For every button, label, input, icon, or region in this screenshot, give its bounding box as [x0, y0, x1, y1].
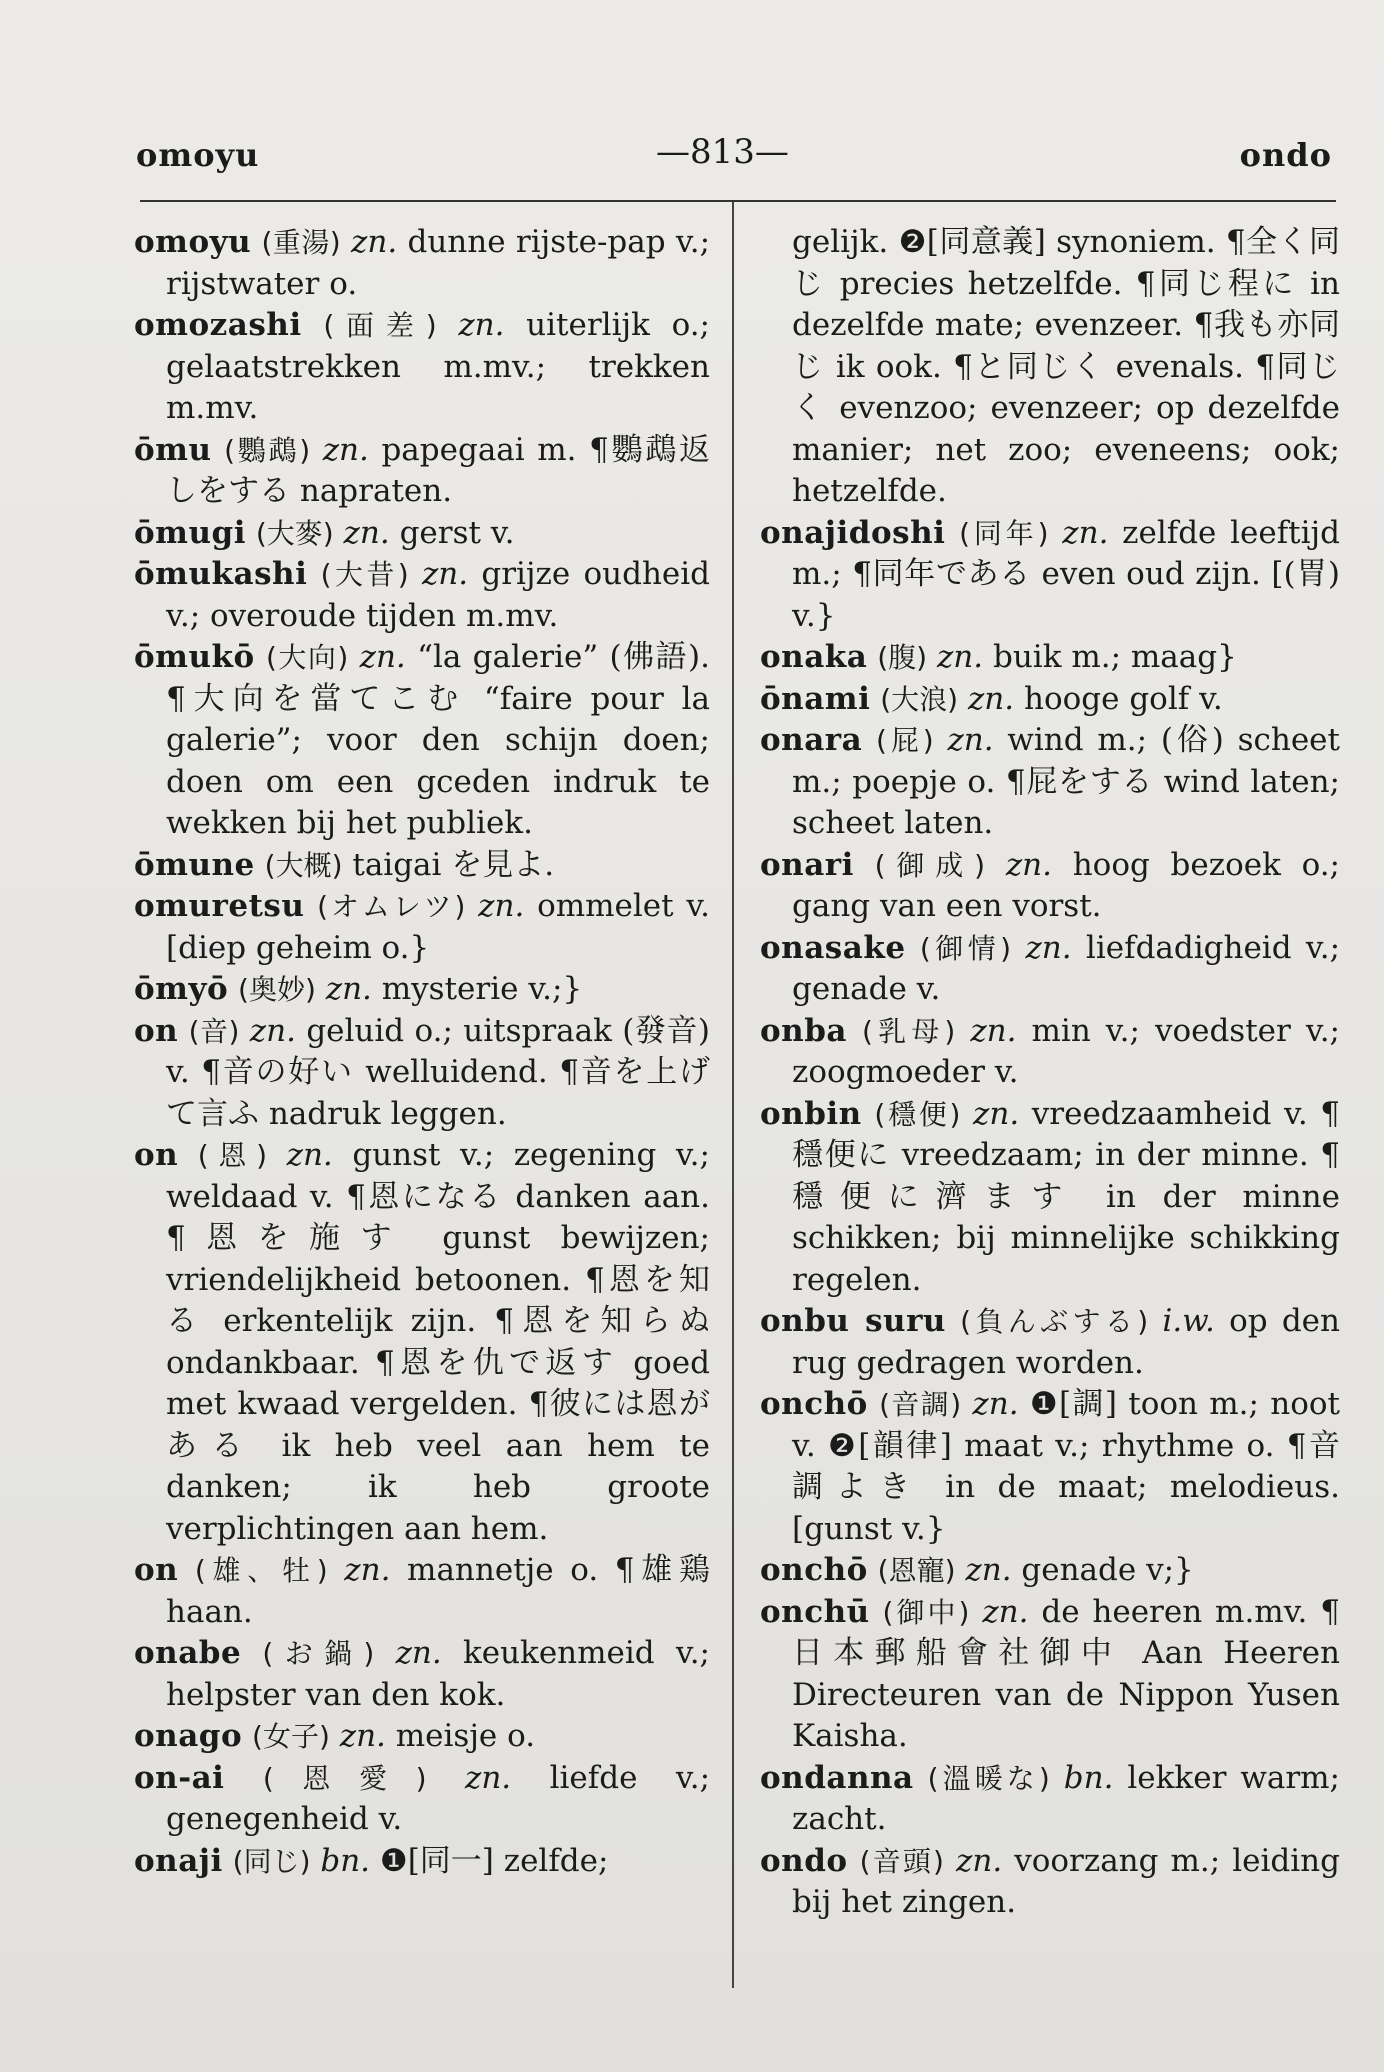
- part-of-speech: zn.: [359, 639, 406, 675]
- japanese-form: (御中): [882, 1595, 970, 1629]
- headword: on: [134, 1137, 179, 1173]
- dictionary-entry: [134, 1135, 710, 1550]
- dictionary-entry: [760, 845, 1340, 928]
- definition: de heeren m.mv. ¶日本郵船會社御中 Aan Heeren Directeuren van de Nippon Yusen Kaisha.: [792, 1593, 1340, 1754]
- japanese-form: (同じ): [232, 1844, 311, 1878]
- japanese-form: (負んぶする): [960, 1305, 1149, 1338]
- definition: taigai を見よ.: [352, 846, 555, 883]
- japanese-form: (重湯): [261, 226, 341, 259]
- dictionary-entry: [760, 1592, 1340, 1758]
- japanese-form: (大麥): [255, 516, 334, 550]
- part-of-speech: zn.: [249, 1012, 296, 1049]
- japanese-form: (穩便): [874, 1097, 961, 1131]
- dictionary-entry: [760, 928, 1340, 1011]
- japanese-form: (音): [188, 1014, 240, 1048]
- dictionary-entry: [134, 1011, 710, 1136]
- part-of-speech: zn.: [458, 307, 505, 343]
- part-of-speech: bn.: [1063, 1759, 1114, 1796]
- japanese-form: (奥妙): [238, 973, 316, 1006]
- definition: geluid o.; uitspraak (發音) v. ¶音の好い welluidend. ¶音を上げて言ふ nadruk leggen.: [166, 1012, 710, 1132]
- japanese-form: (大浪): [880, 682, 959, 716]
- definition: liefde v.; genegenheid v.: [166, 1759, 711, 1837]
- japanese-form: (音調): [879, 1388, 962, 1421]
- dictionary-entry: [760, 720, 1340, 845]
- japanese-form: (大昔): [320, 558, 409, 591]
- definition: hooge golf v.: [1023, 680, 1223, 717]
- definition: vreedzaamheid v. ¶穩便に vreedzaam; in der minne. ¶穩便に濟ます in der minne schikken; bij minnelijke schikking regelen.: [792, 1095, 1341, 1298]
- part-of-speech: zn.: [343, 514, 390, 551]
- headword: onchō: [760, 1552, 868, 1588]
- part-of-speech: zn.: [967, 680, 1015, 717]
- headword: onari: [760, 846, 854, 883]
- dictionary-entry: [134, 1550, 710, 1633]
- part-of-speech: zn.: [972, 1386, 1019, 1422]
- headword: onara: [760, 722, 863, 758]
- dictionary-entry: [134, 886, 710, 969]
- dictionary-entry: [134, 554, 710, 637]
- headword: ōmukashi: [134, 556, 308, 592]
- headword: ōmune: [134, 846, 255, 883]
- headword: ondanna: [760, 1759, 914, 1796]
- definition: min v.; voedster v.; zoogmoeder v.: [792, 1012, 1340, 1090]
- part-of-speech: zn.: [344, 1552, 391, 1588]
- dictionary-entry: [134, 1716, 710, 1758]
- japanese-form: (恩): [197, 1139, 268, 1172]
- definition: grijze oudheid v.; overoude tijden m.mv.: [166, 556, 711, 634]
- japanese-form: (御情): [919, 931, 1012, 965]
- japanese-form: (大向): [266, 641, 349, 674]
- definition: ❶[調] toon m.; noot v. ❷[韻律] maat v.; rhythme o. ¶音調よき in de maat; melodieus. [gunst v.}: [792, 1386, 1340, 1547]
- headword: ōmugi: [134, 514, 246, 551]
- part-of-speech: zn.: [970, 1012, 1017, 1049]
- dictionary-entry: [760, 1301, 1340, 1384]
- japanese-form: (溫暖な): [927, 1761, 1050, 1795]
- japanese-form: (腹): [877, 641, 928, 674]
- definition: ommelet v. [diep geheim o.}: [166, 888, 711, 966]
- column-divider: [732, 202, 734, 1988]
- headword: ōmu: [134, 431, 212, 468]
- part-of-speech: zn.: [936, 639, 984, 675]
- part-of-speech: zn.: [351, 224, 398, 260]
- page-number: —813—: [656, 132, 789, 172]
- part-of-speech: zn.: [1062, 514, 1109, 551]
- definition: meisje o.: [395, 1718, 536, 1754]
- part-of-speech: zn.: [478, 888, 525, 924]
- definition: op den rug gedragen worden.: [792, 1303, 1340, 1381]
- dictionary-entry: [760, 1550, 1340, 1592]
- headword: ondo: [760, 1842, 848, 1879]
- part-of-speech: zn.: [421, 556, 469, 592]
- headword: ōmyō: [134, 971, 229, 1007]
- dictionary-entry: [134, 1841, 710, 1883]
- definition: mannetje o. ¶雄鶏 haan.: [166, 1552, 711, 1630]
- definition: gerst v.: [399, 514, 515, 551]
- japanese-form: (面差): [323, 309, 437, 342]
- japanese-form: (音頭): [859, 1844, 944, 1878]
- part-of-speech: zn.: [947, 722, 994, 758]
- definition: ❶[同一] zelfde;: [379, 1842, 609, 1879]
- definition: buik m.; maag}: [992, 639, 1237, 675]
- headword: onaka: [760, 639, 868, 675]
- headword: omuretsu: [134, 888, 305, 924]
- dictionary-entry: [760, 1384, 1340, 1550]
- japanese-form: (女子): [252, 1720, 330, 1753]
- part-of-speech: i.w.: [1162, 1303, 1215, 1339]
- right-guide-word: ondo: [1239, 136, 1332, 174]
- headword: ōmukō: [134, 639, 255, 675]
- dictionary-entry: [760, 222, 1340, 513]
- definition: wind m.; (俗) scheet m.; poepje o. ¶屁をする wind laten; scheet laten.: [792, 722, 1340, 841]
- dictionary-entry: [760, 1094, 1340, 1302]
- part-of-speech: zn.: [965, 1552, 1012, 1588]
- headword: onchū: [760, 1593, 870, 1630]
- japanese-form: (鸚鵡): [224, 433, 311, 467]
- headword: onba: [760, 1012, 847, 1049]
- headword: omoyu: [134, 224, 252, 260]
- left-guide-word: omoyu: [136, 136, 260, 174]
- dictionary-entry: [134, 969, 710, 1011]
- definition: papegaai m. ¶鸚鵡返しをする napraten.: [166, 431, 710, 509]
- part-of-speech: zn.: [464, 1759, 512, 1796]
- running-head: [136, 132, 1332, 186]
- definition: mysterie v.;}: [381, 971, 583, 1007]
- dictionary-entry: [134, 305, 710, 430]
- dictionary-entry: [760, 513, 1340, 638]
- japanese-form: (お鍋): [262, 1637, 375, 1670]
- definition: uiterlijk o.; gelaatstrekken m.mv.; trekken m.mv.: [166, 307, 710, 426]
- japanese-form: (大概): [264, 848, 343, 882]
- dictionary-entry: [760, 1758, 1340, 1841]
- definition: keukenmeid v.; helpster van den kok.: [166, 1635, 710, 1713]
- part-of-speech: zn.: [322, 431, 369, 468]
- part-of-speech: zn.: [395, 1635, 442, 1671]
- dictionary-entry: [760, 1011, 1340, 1094]
- part-of-speech: zn.: [1005, 846, 1052, 883]
- dictionary-entry: [134, 513, 710, 555]
- headword: onbu suru: [760, 1303, 946, 1339]
- definition: lekker warm; zacht.: [792, 1759, 1341, 1837]
- right-column: [760, 222, 1340, 2012]
- dictionary-entry: [134, 637, 710, 845]
- left-column: [134, 222, 710, 2012]
- japanese-form: (同年): [959, 516, 1049, 550]
- headword: on: [134, 1552, 179, 1588]
- japanese-form: (雄、牡): [194, 1554, 328, 1587]
- japanese-form: (屁): [876, 724, 934, 757]
- headword: ōnami: [760, 680, 871, 717]
- definition: genade v;}: [1021, 1552, 1194, 1588]
- part-of-speech: zn.: [982, 1593, 1029, 1630]
- definition: dunne rijste-pap v.; rijstwater o.: [166, 224, 711, 302]
- definition: liefdadigheid v.; genade v.: [792, 929, 1341, 1007]
- part-of-speech: zn.: [286, 1137, 333, 1173]
- dictionary-entry: [760, 637, 1340, 679]
- part-of-speech: zn.: [973, 1095, 1020, 1132]
- dictionary-entry: [134, 845, 710, 887]
- definition: “la galerie” (佛語). ¶大向を當てこむ “faire pour la galerie”; voor den schijn doen; doen om een gceden indruk te wekken bij het publiek.: [166, 639, 710, 841]
- header-rule: [140, 200, 1336, 202]
- headword: on: [134, 1012, 179, 1049]
- part-of-speech: zn.: [956, 1842, 1003, 1879]
- dictionary-entry: [760, 1841, 1340, 1924]
- dictionary-entry: [134, 222, 710, 305]
- definition: hoog bezoek o.; gang van een vorst.: [792, 846, 1340, 924]
- dictionary-entry: [134, 1633, 710, 1716]
- dictionary-entry: [134, 430, 710, 513]
- japanese-form: (オムレツ): [317, 890, 466, 923]
- part-of-speech: zn.: [1025, 929, 1072, 966]
- headword: on-ai: [134, 1759, 225, 1796]
- part-of-speech: zn.: [339, 1718, 386, 1754]
- headword: onchō: [760, 1386, 868, 1422]
- definition: voorzang m.; leiding bij het zingen.: [792, 1842, 1340, 1920]
- headword: omozashi: [134, 307, 302, 343]
- headword: onabe: [134, 1635, 242, 1671]
- headword: onaji: [134, 1842, 223, 1879]
- headword: onasake: [760, 929, 906, 966]
- dictionary-entry: [134, 1758, 710, 1841]
- part-of-speech: zn.: [325, 971, 372, 1007]
- japanese-form: (乳母): [862, 1014, 956, 1048]
- definition: gunst v.; zegening v.; weldaad v. ¶恩になる danken aan. ¶恩を施す gunst bewijzen; vriendelijkheid betoonen. ¶恩を知る erkentelijk zijn. ¶恩を知らぬ ondankbaar. ¶恩を仇で返す goed met kwaad vergelden. ¶彼には恩がある ik heb veel aan hem te danken; ik heb groote verplichtingen aan hem.: [166, 1137, 710, 1547]
- definition: zelfde leeftijd m.; ¶同年である even oud zijn. [(胃) v.}: [792, 514, 1341, 634]
- headword: onbin: [760, 1095, 862, 1132]
- headword: onago: [134, 1718, 243, 1754]
- part-of-speech: bn.: [320, 1842, 371, 1879]
- japanese-form: (御成): [874, 848, 986, 882]
- definition: gelijk. ❷[同意義] synoniem. ¶全く同じ precies hetzelfde. ¶同じ程に in dezelfde mate; evenzeer. ¶我も亦同じ ik ook. ¶と同じく evenals. ¶同じく evenzoo; evenzeer; op dezelfde manier; net zoo; eveneens; ook; hetzelfde.: [792, 224, 1340, 509]
- japanese-form: (恩寵): [877, 1554, 956, 1587]
- japanese-form: (恩愛): [262, 1761, 427, 1795]
- dictionary-entry: [760, 679, 1340, 721]
- headword: onajidoshi: [760, 514, 946, 551]
